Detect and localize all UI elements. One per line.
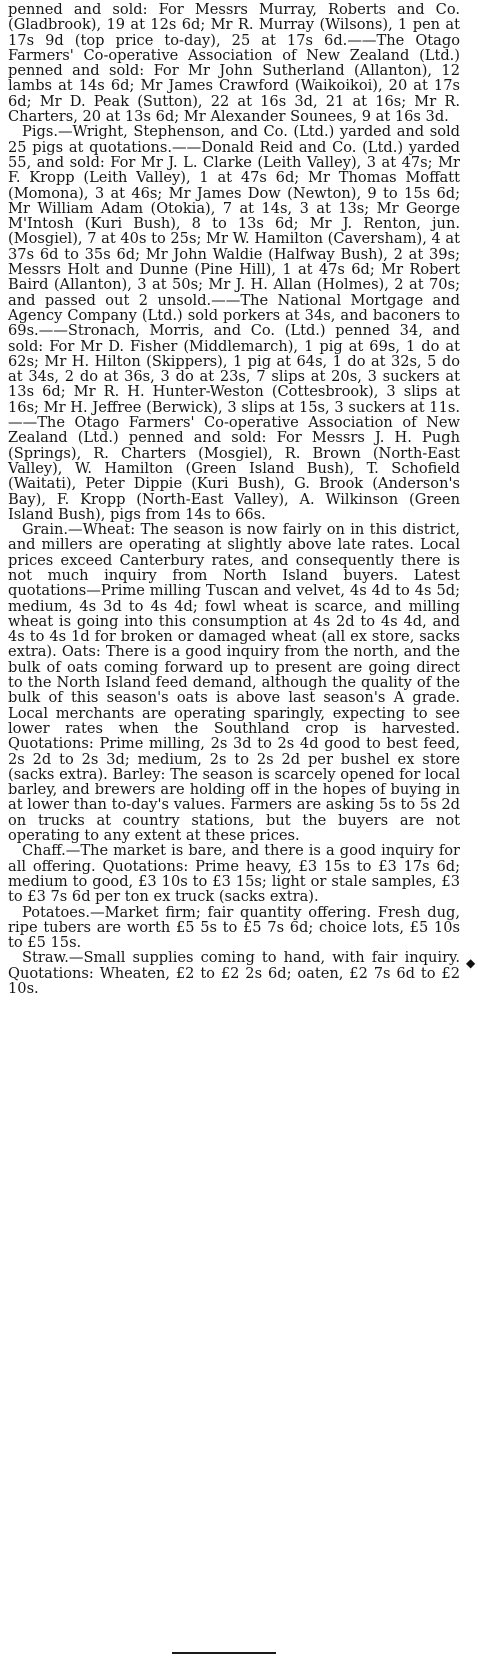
paragraph-chaff: Chaff.—The market is bare, and there is a good inquiry for all offering. Quotations: Prime heavy, £3 15s to £3 17s 6d; medium to good, £3 10s to £3 15s; light or stale samples, £3 to £3 7s 6d per ton ex truck (sacks extra). (8, 842, 460, 906)
paragraph-pigs: Pigs.—Wright, Stephenson, and Co. (Ltd.) yarded and sold 25 pigs at quotations.——Donald Reid and Co. (Ltd.) yarded 55, and sold: For Mr J. L. Clarke (Leith Valley), 3 at 47s; Mr F. Kropp (Leith Valley), 1 at 47s 6d; Mr Thomas Moffatt (Momona), 3 at 46s; Mr James Dow (Newton), 9 to 15s 6d; Mr William Adam (Otokia), 7 at 14s, 3 at 13s; Mr George M'Intosh (Kuri Bush), 8 to 13s 6d; Mr J. Renton, jun. (Mosgiel), 7 at 40s to 25s; Mr W. Hamilton (Caversham), 4 at 37s 6d to 35s 6d; Mr John Waldie (Halfway Bush), 2 at 39s; Messrs Holt and Dunne (Pine Hill), 1 at 47s 6d; Mr Robert Baird (Allanton), 3 at 50s; Mr J. H. Allan (Holmes), 2 at 70s; and passed out 2 unsold.——The National Mortgage and Agency Company (Ltd.) sold porkers at 34s, and baconers to 69s.——Stronach, Morris, and Co. (Ltd.) penned 34, and sold: For Mr D. Fisher (Middlemarch), 1 pig at 69s, 1 do at 62s; Mr H. Hilton (Skippers), 1 pig at 64s, 1 do at 32s, 5 do at 34s, 2 do at 36s, 3 do at 23s, 7 slips at 20s, 3 suckers at 13s 6d; Mr R. H. Hunter-Weston (Cottesbrook), 3 slips at 16s; Mr H. Jeffree (Berwick), 3 slips at 15s, 3 suckers at 11s.——The Otago Farmers' Co-operative Association of New Zealand (Ltd.) penned and sold: For Messrs J. H. Pugh (Springs), R. Charters (Mosgiel), R. Brown (North-East Valley), W. Hamilton (Green Island Bush), T. Schofield (Waitati), Peter Dippie (Kuri Bush), G. Brook (Anderson's Bay), F. Kropp (North-East Valley), A. Wilkinson (Green Island Bush), pigs from 14s to 66s. (8, 123, 460, 523)
paragraph-potatoes: Potatoes.—Market firm; fair quantity offering. Fresh dug, ripe tubers are worth £5 5s to £5 7s 6d; choice lots, £5 10s to £5 15s. (8, 903, 460, 952)
paragraph-straw: Straw.—Small supplies coming to hand, with fair inquiry. Quotations: Wheaten, £2 to £2 2s 6d; oaten, £2 7s 6d to £2 10s. (8, 949, 460, 997)
article-column (8, 2, 460, 996)
ink-blot-mark: ◆ (466, 956, 476, 970)
paragraph-sheep-continued: penned and sold: For Messrs Murray, Roberts and Co. (Gladbrook), 19 at 12s 6d; Mr R. Murray (Wilsons), 1 pen at 17s 9d (top price to-day), 25 at 17s 6d.——The Otago Farmers' Co-operative Association of New Zealand (Ltd.) penned and sold: For Mr John Sutherland (Allanton), 12 lambs at 14s 6d; Mr James Crawford (Waikoikoi), 20 at 17s 6d; Mr D. Peak (Sutton), 22 at 16s 3d, 21 at 16s; Mr R. Charters, 20 at 13s 6d; Mr Alexander Sounees, 9 at 16s 3d. (8, 1, 460, 126)
paragraph-grain: Grain.—Wheat: The season is now fairly on in this district, and millers are operating at slightly above late rates. Local prices exceed Canterbury rates, and consequently there is not much inquiry from North Island buyers. Latest quotations—Prime milling Tuscan and velvet, 4s 4d to 4s 5d; medium, 4s 3d to 4s 4d; fowl wheat is scarce, and milling wheat is going into this consumption at 4s 2d to 4s 4d, and 4s to 4s 1d for broken or damaged wheat (all ex store, sacks extra). Oats: There is a good inquiry from the north, and the bulk of oats coming forward up to present are going direct to the North Island feed demand, although the quality of the bulk of this season's oats is above last season's A grade. Local merchants are operating sparingly, expecting to see lower rates when the Southland crop is harvested. Quotations: Prime milling, 2s 3d to 2s 4d good to best feed, 2s 2d to 2s 3d; medium, 2s to 2s 2d per bushel ex store (sacks extra). Barley: The season is scarcely opened for local barley, and brewers are holding off in the hopes of buying in at lower than to-day's values. Farmers are asking 5s to 5s 2d on trucks at country stations, but the buyers are not operating to any extent at these prices. (8, 521, 460, 845)
section-end-rule (172, 1652, 276, 1654)
